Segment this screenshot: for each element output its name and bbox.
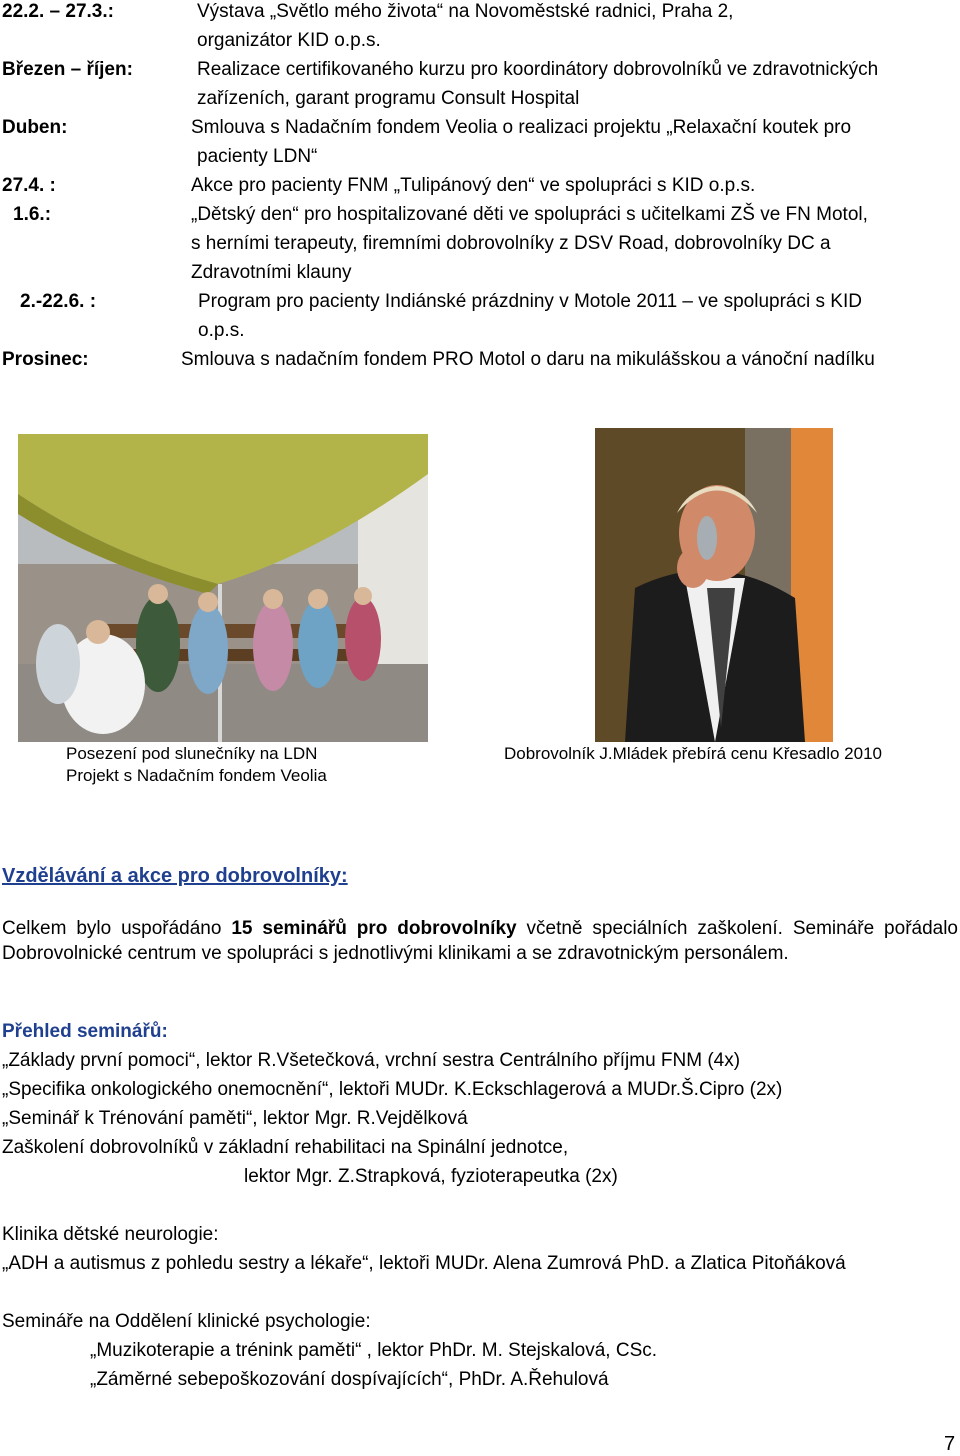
schedule-date: 1.6.: [13,204,52,225]
schedule-text: organizátor KID o.p.s. [197,30,381,51]
neuro-item: „ADH a autismus z pohledu sestry a lékaře“, lektoři MUDr. Alena Zumrová PhD. a Zlatica Pitoňáková [2,1253,846,1274]
intro-text: Celkem bylo uspořádáno [2,918,232,939]
seminar-item: „Seminář k Trénování paměti“, lektor Mgr. R.Vejdělková [2,1108,468,1129]
schedule-text: Akce pro pacienty FNM „Tulipánový den“ ve spolupráci s KID o.p.s. [191,175,756,196]
seminar-item: lektor Mgr. Z.Strapková, fyzioterapeutka (2x) [244,1166,618,1187]
schedule-text: pacienty LDN“ [197,146,318,167]
photo-caption: Posezení pod slunečníky na LDN [66,744,318,763]
psych-item: „Záměrné sebepoškozování dospívajících“, PhDr. A.Řehulová [90,1369,609,1390]
schedule-date: 2.-22.6. : [20,291,97,312]
seminar-item: Zaškolení dobrovolníků v základní rehabilitaci na Spinální jednotce, [2,1137,569,1158]
schedule-text: Smlouva s nadačním fondem PRO Motol o daru na mikulášskou a vánoční nadílku [181,349,875,370]
page-number: 7 [944,1433,956,1455]
photo-parasols [18,434,428,742]
intro-text: včetně speciálních zaškolení. Semináře pořádalo Dobrovolnické centrum ve spolupráci s jednotlivými klinikami a se zdravotnickým personálem. [2,918,959,964]
schedule-date: Duben: [2,117,68,138]
intro-paragraph [2,916,958,966]
schedule-text: Výstava „Světlo mého života“ na Novoměstské radnici, Praha 2, [197,1,734,22]
schedule-text: „Dětský den“ pro hospitalizované děti ve spolupráci s učitelkami ZŠ ve FN Motol, [191,204,868,225]
intro-bold-text: 15 seminářů pro dobrovolníky [231,918,517,939]
photo-award [595,428,833,742]
schedule-text: Zdravotními klauny [191,262,352,283]
schedule-text: s herními terapeuty, firemními dobrovolníky z DSV Road, dobrovolníky DC a [191,233,831,254]
neuro-heading: Klinika dětské neurologie: [2,1224,219,1245]
schedule-date: 22.2. – 27.3.: [2,1,114,22]
schedule-date: Březen – říjen: [2,59,133,80]
schedule-text: o.p.s. [198,320,245,341]
overview-heading: Přehled seminářů: [2,1021,168,1042]
schedule-text: Realizace certifikovaného kurzu pro koordinátory dobrovolníků ve zdravotnických [197,59,879,80]
seminar-item: „Specifika onkologického onemocnění“, lektoři MUDr. K.Eckschlagerová a MUDr.Š.Cipro (2x) [2,1079,783,1100]
photo-caption: Projekt s Nadačním fondem Veolia [66,766,327,785]
psych-heading: Semináře na Oddělení klinické psychologie: [2,1311,371,1332]
photo-caption: Dobrovolník J.Mládek přebírá cenu Křesadlo 2010 [504,744,882,763]
schedule-text: Smlouva s Nadačním fondem Veolia o realizaci projektu „Relaxační koutek pro [191,117,852,138]
schedule-date: 27.4. : [2,175,56,196]
schedule-date: Prosinec: [2,349,89,370]
seminar-item: „Základy první pomoci“, lektor R.Všetečková, vrchní sestra Centrálního příjmu FNM (4x) [2,1050,741,1071]
section-heading: Vzdělávání a akce pro dobrovolníky: [2,865,348,887]
schedule-text: zařízeních, garant programu Consult Hospital [197,88,580,109]
schedule-text: Program pro pacienty Indiánské prázdniny v Motole 2011 – ve spolupráci s KID [198,291,862,312]
psych-item: „Muzikoterapie a trénink paměti“ , lektor PhDr. M. Stejskalová, CSc. [90,1340,658,1361]
